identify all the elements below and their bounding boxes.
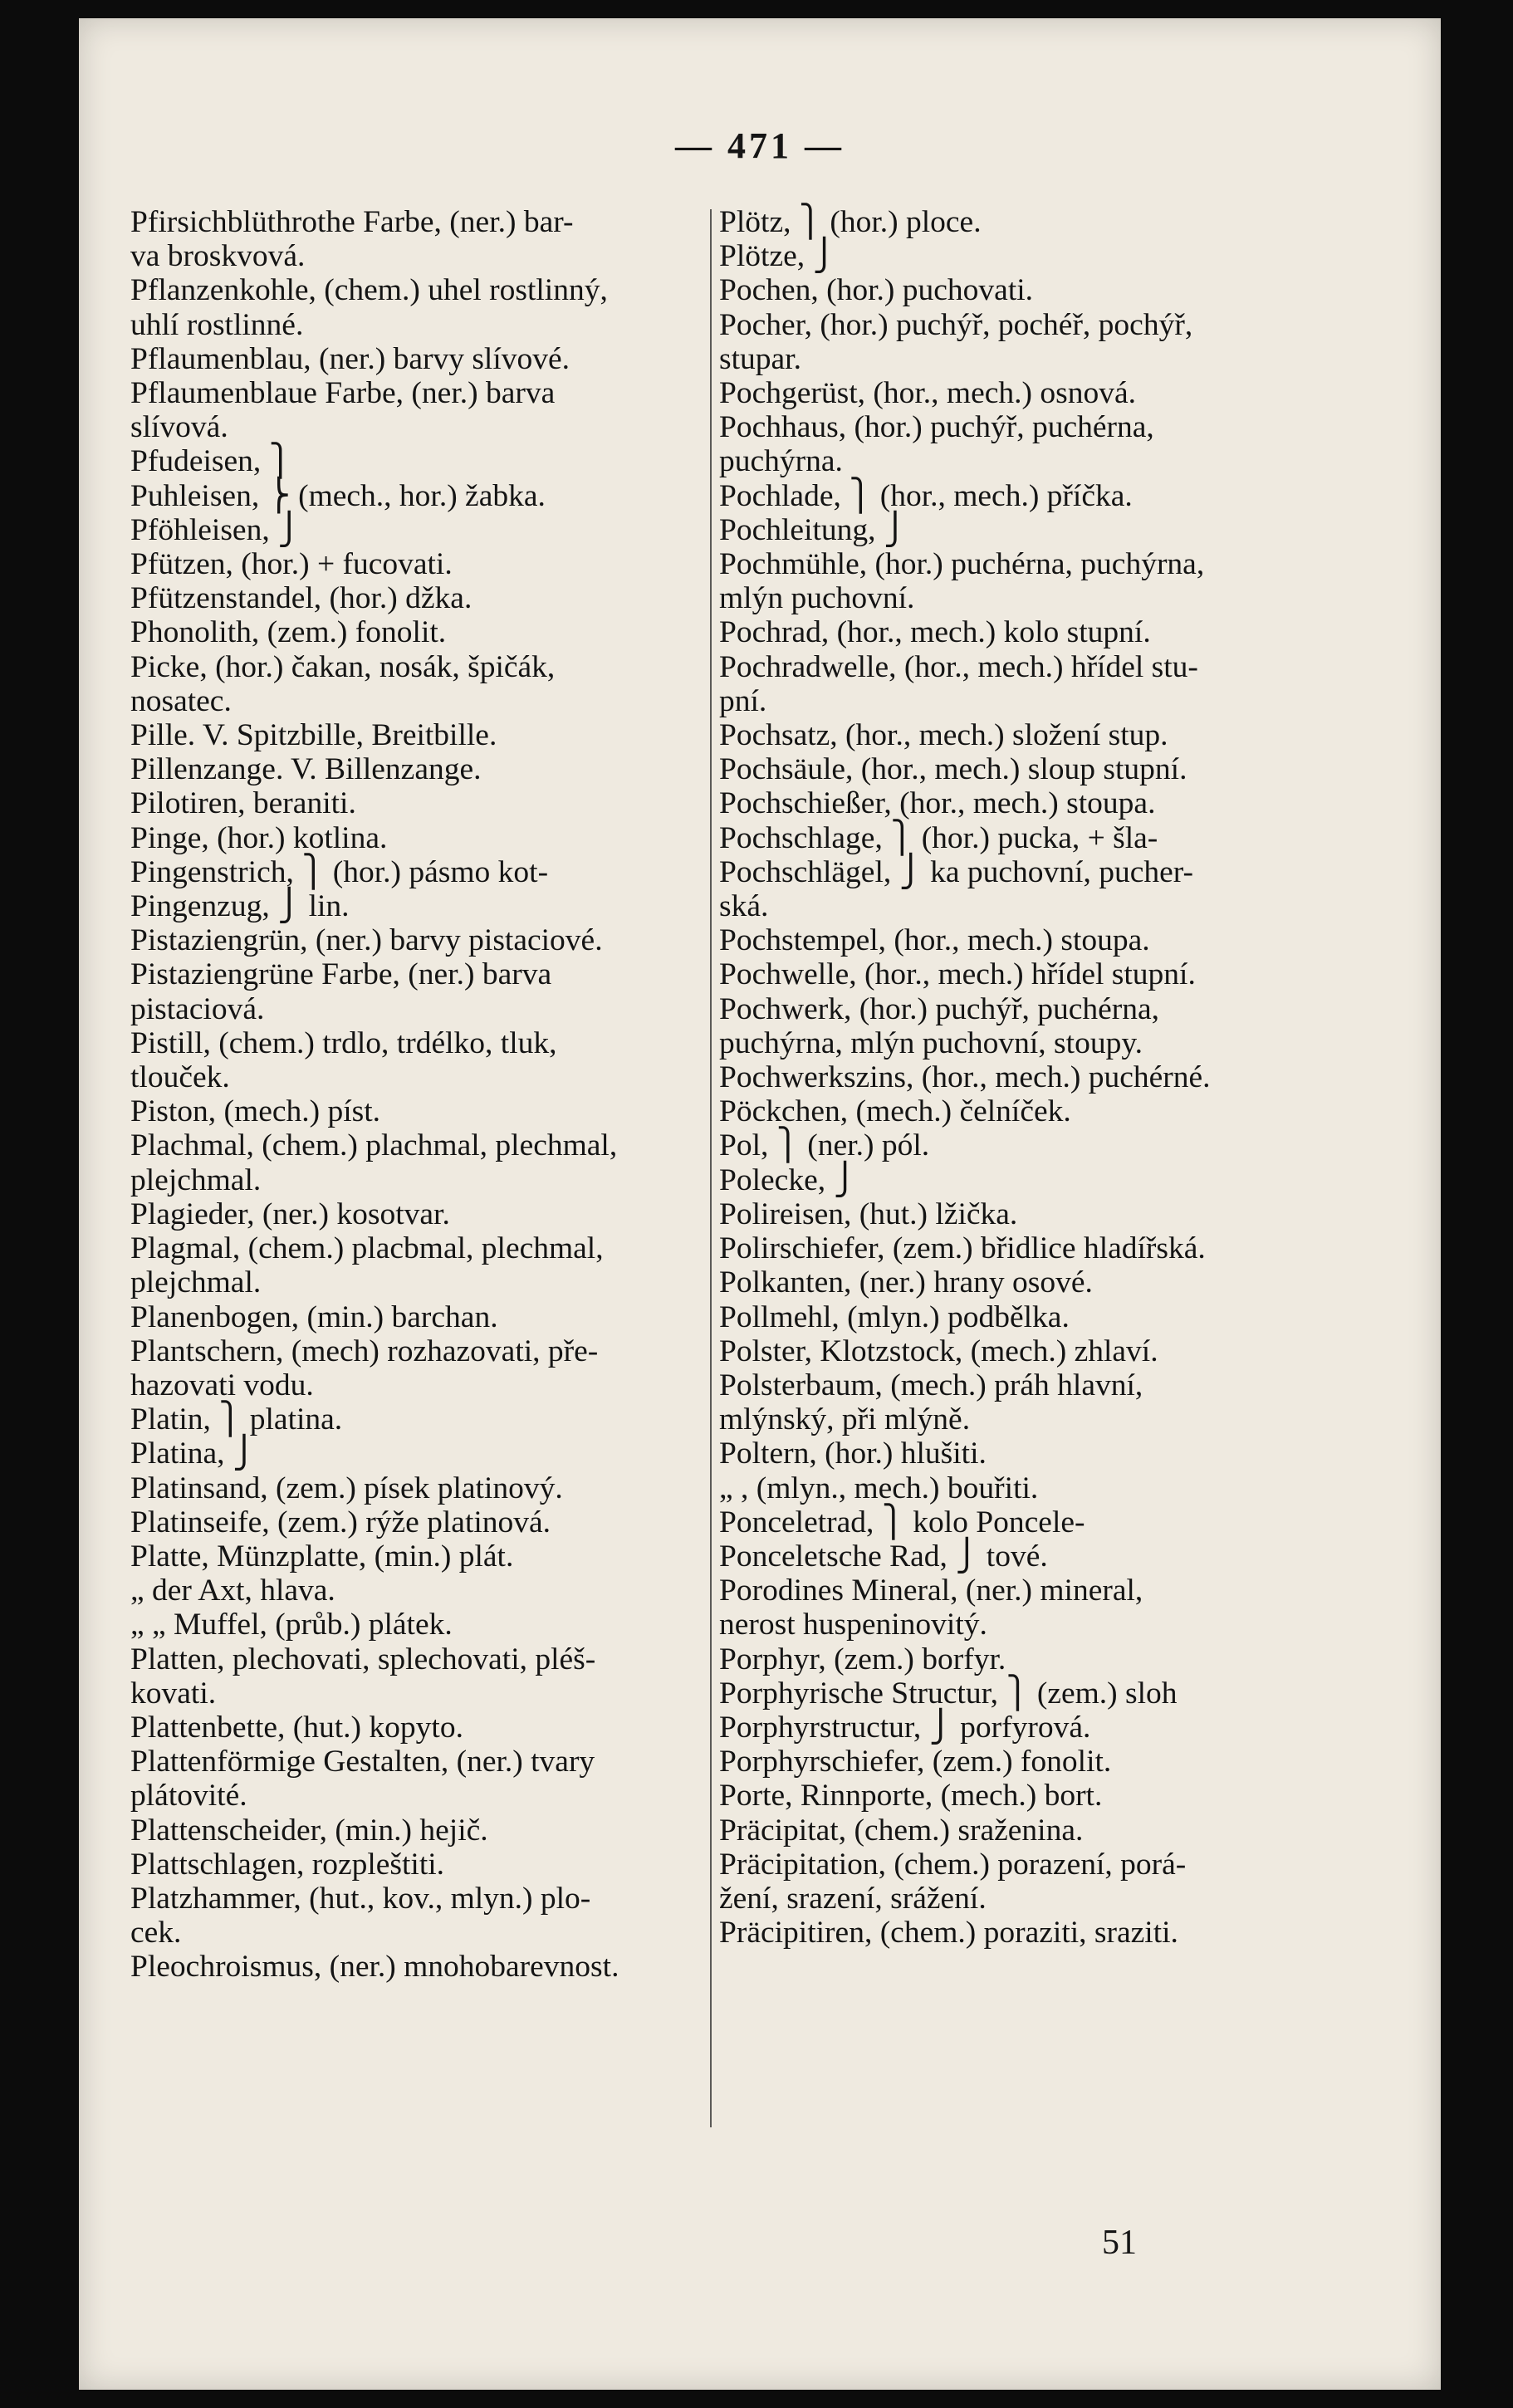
dictionary-line: Platinseife, (zem.) rýže platinová. — [130, 1505, 551, 1539]
dictionary-line: Pingenzug, ⎭ lin. — [130, 889, 350, 924]
dictionary-line: Präcipitat, (chem.) sraženina. — [719, 1813, 1084, 1848]
page-number: — 471 — — [675, 125, 845, 166]
dictionary-line: Pingenstrich, ⎫ (hor.) pásmo kot- — [130, 854, 549, 889]
dictionary-line: pistaciová. — [130, 991, 265, 1026]
dictionary-line: kovati. — [130, 1676, 217, 1711]
dictionary-line: stupar. — [719, 341, 801, 376]
dictionary-line: hazovati vodu. — [130, 1368, 314, 1402]
dictionary-line: Platinsand, (zem.) písek platinový. — [130, 1471, 563, 1505]
dictionary-line: Pillenzange. V. Billenzange. — [130, 752, 482, 787]
dictionary-line: Platten, plechovati, splechovati, pléš- — [130, 1642, 596, 1676]
dictionary-line: Plantschern, (mech) rozhazovati, pře- — [130, 1334, 599, 1368]
dictionary-line: „ der Axt, hlava. — [130, 1574, 335, 1608]
dictionary-line: Porphyrstructur, ⎭ porfyrová. — [719, 1710, 1091, 1745]
dictionary-line: Puhleisen, ⎬ (mech., hor.) žabka. — [130, 478, 546, 513]
dictionary-line: Plattschlagen, rozpleštiti. — [130, 1847, 445, 1882]
dictionary-line: Pochschlage, ⎫ (hor.) pucka, + šla- — [719, 820, 1158, 855]
dictionary-line: Plattenscheider, (min.) hejič. — [130, 1813, 488, 1848]
dictionary-line: Polireisen, (hut.) lžička. — [719, 1197, 1018, 1231]
dictionary-line: Pföhleisen, ⎭ — [130, 512, 301, 547]
dictionary-line: Porphyrische Structur, ⎫ (zem.) sloh — [719, 1676, 1178, 1711]
dictionary-line: „ , (mlyn., mech.) bouřiti. — [719, 1471, 1039, 1505]
dictionary-line: puchýrna, mlýn puchovní, stoupy. — [719, 1025, 1143, 1060]
dictionary-line: Pochhaus, (hor.) puchýř, puchérna, — [719, 410, 1154, 445]
dictionary-line: Porphyrschiefer, (zem.) fonolit. — [719, 1745, 1112, 1779]
dictionary-line: Pflaumenblau, (ner.) barvy slívové. — [130, 341, 570, 376]
dictionary-line: slívová. — [130, 410, 228, 445]
dictionary-line: Präcipitiren, (chem.) poraziti, sraziti. — [719, 1916, 1178, 1950]
dictionary-line: Platina, ⎭ — [130, 1436, 257, 1471]
dictionary-line: Pochradwelle, (hor., mech.) hřídel stu- — [719, 649, 1198, 684]
dictionary-line: žení, srazení, srážení. — [719, 1881, 987, 1916]
dictionary-line: ská. — [719, 889, 769, 924]
dictionary-line: nerost huspeninovitý. — [719, 1608, 987, 1642]
dictionary-line: Poltern, (hor.) hlušiti. — [719, 1436, 987, 1471]
dictionary-line: Piston, (mech.) píst. — [130, 1094, 381, 1129]
dictionary-line: Pocher, (hor.) puchýř, pochéř, pochýř, — [719, 307, 1193, 342]
dictionary-line: Platzhammer, (hut., kov., mlyn.) plo- — [130, 1881, 591, 1916]
dictionary-line: Porphyr, (zem.) borfyr. — [719, 1642, 1006, 1676]
dictionary-line: Platin, ⎫ platina. — [130, 1402, 343, 1437]
dictionary-line: Pochgerüst, (hor., mech.) osnová. — [719, 376, 1136, 411]
dictionary-line: Pistaziengrün, (ner.) barvy pistaciové. — [130, 923, 603, 958]
dictionary-line: Pflanzenkohle, (chem.) uhel rostlinný, — [130, 273, 608, 308]
dictionary-line: Pfützenstandel, (hor.) džka. — [130, 581, 473, 616]
dictionary-line: Pochleitung, ⎭ — [719, 512, 908, 547]
dictionary-line: nosatec. — [130, 683, 232, 718]
dictionary-line: puchýrna. — [719, 444, 843, 479]
dictionary-line: Picke, (hor.) čakan, nosák, špičák, — [130, 649, 556, 684]
dictionary-line: Polster, Klotzstock, (mech.) zhlaví. — [719, 1334, 1158, 1368]
dictionary-line: Pochschlägel, ⎭ ka puchovní, pucher- — [719, 854, 1193, 889]
dictionary-line: Pol, ⎫ (ner.) pól. — [719, 1128, 930, 1163]
dictionary-line: Pochen, (hor.) puchovati. — [719, 273, 1034, 308]
dictionary-line: Pistaziengrüne Farbe, (ner.) barva — [130, 957, 552, 992]
dictionary-line: plejchmal. — [130, 1162, 262, 1197]
dictionary-line: Plötze, ⎭ — [719, 239, 836, 274]
dictionary-line: cek. — [130, 1916, 182, 1950]
dictionary-line: Pochrad, (hor., mech.) kolo stupní. — [719, 615, 1151, 650]
dictionary-line: Pollmehl, (mlyn.) podbělka. — [719, 1299, 1070, 1334]
dictionary-line: Pistill, (chem.) trdlo, trdélko, tluk, — [130, 1025, 557, 1060]
dictionary-line: Plötz, ⎫ (hor.) ploce. — [719, 205, 982, 239]
dictionary-line: Pfirsichblüthrothe Farbe, (ner.) bar- — [130, 205, 574, 239]
dictionary-line: Polirschiefer, (zem.) břidlice hladířská. — [719, 1231, 1206, 1266]
dictionary-line: Phonolith, (zem.) fonolit. — [130, 615, 447, 650]
dictionary-line: Pochwerk, (hor.) puchýř, puchérna, — [719, 991, 1160, 1026]
dictionary-line: Pochwerkszins, (hor., mech.) puchérné. — [719, 1060, 1211, 1095]
dictionary-line: plátovité. — [130, 1779, 247, 1813]
right-column — [719, 205, 1317, 1950]
dictionary-line: Pochstempel, (hor., mech.) stoupa. — [719, 923, 1150, 958]
dictionary-line: Plattenförmige Gestalten, (ner.) tvary — [130, 1745, 595, 1779]
dictionary-line: „ „ Muffel, (průb.) plátek. — [130, 1608, 453, 1642]
dictionary-line: Pfudeisen, ⎫ — [130, 444, 292, 479]
dictionary-line: Pochlade, ⎫ (hor., mech.) příčka. — [719, 478, 1133, 513]
dictionary-line: Plagieder, (ner.) kosotvar. — [130, 1197, 450, 1231]
dictionary-line: Pochschießer, (hor., mech.) stoupa. — [719, 786, 1156, 821]
dictionary-line: plejchmal. — [130, 1265, 262, 1300]
signature-number: 51 — [1102, 2224, 1137, 2262]
dictionary-line: Plattenbette, (hut.) kopyto. — [130, 1710, 463, 1745]
dictionary-line: Polecke, ⎭ — [719, 1162, 857, 1197]
dictionary-line: Polkanten, (ner.) hrany osové. — [719, 1265, 1093, 1300]
dictionary-line: va broskvová. — [130, 239, 306, 274]
dictionary-line: Pleochroismus, (ner.) mnohobarevnost. — [130, 1950, 619, 1985]
dictionary-line: Pochsäule, (hor., mech.) sloup stupní. — [719, 752, 1187, 787]
dictionary-line: Pflaumenblaue Farbe, (ner.) barva — [130, 376, 556, 411]
dictionary-line: Plachmal, (chem.) plachmal, plechmal, — [130, 1128, 618, 1163]
dictionary-line: tlouček. — [130, 1060, 230, 1095]
dictionary-line: Pochsatz, (hor., mech.) složení stup. — [719, 718, 1168, 753]
dictionary-line: Pilotiren, beraniti. — [130, 786, 356, 821]
dictionary-line: Planenbogen, (min.) barchan. — [130, 1299, 498, 1334]
dictionary-line: Plagmal, (chem.) placbmal, plechmal, — [130, 1231, 604, 1266]
dictionary-line: Platte, Münzplatte, (min.) plát. — [130, 1539, 514, 1574]
dictionary-line: Pinge, (hor.) kotlina. — [130, 820, 388, 855]
dictionary-line: mlýnský, při mlýně. — [719, 1402, 971, 1437]
dictionary-line: uhlí rostlinné. — [130, 307, 304, 342]
dictionary-line: Pille. V. Spitzbille, Breitbille. — [130, 718, 497, 753]
dictionary-line: Pfützen, (hor.) + fucovati. — [130, 547, 453, 582]
dictionary-line: Porte, Rinnporte, (mech.) bort. — [719, 1779, 1103, 1813]
dictionary-line: Porodines Mineral, (ner.) mineral, — [719, 1574, 1143, 1608]
dictionary-line: Präcipitation, (chem.) porazení, porá- — [719, 1847, 1187, 1882]
left-column — [130, 205, 703, 1985]
dictionary-line: Ponceletsche Rad, ⎭ tové. — [719, 1539, 1048, 1574]
dictionary-page — [79, 18, 1441, 2390]
column-divider — [710, 209, 712, 2127]
dictionary-line: Pöckchen, (mech.) čelníček. — [719, 1094, 1071, 1129]
dictionary-line: mlýn puchovní. — [719, 581, 915, 616]
dictionary-line: Polsterbaum, (mech.) práh hlavní, — [719, 1368, 1143, 1402]
dictionary-line: Pochmühle, (hor.) puchérna, puchýrna, — [719, 547, 1205, 582]
dictionary-line: Pochwelle, (hor., mech.) hřídel stupní. — [719, 957, 1196, 992]
dictionary-line: Ponceletrad, ⎫ kolo Poncele- — [719, 1505, 1085, 1539]
dictionary-line: pní. — [719, 683, 767, 718]
